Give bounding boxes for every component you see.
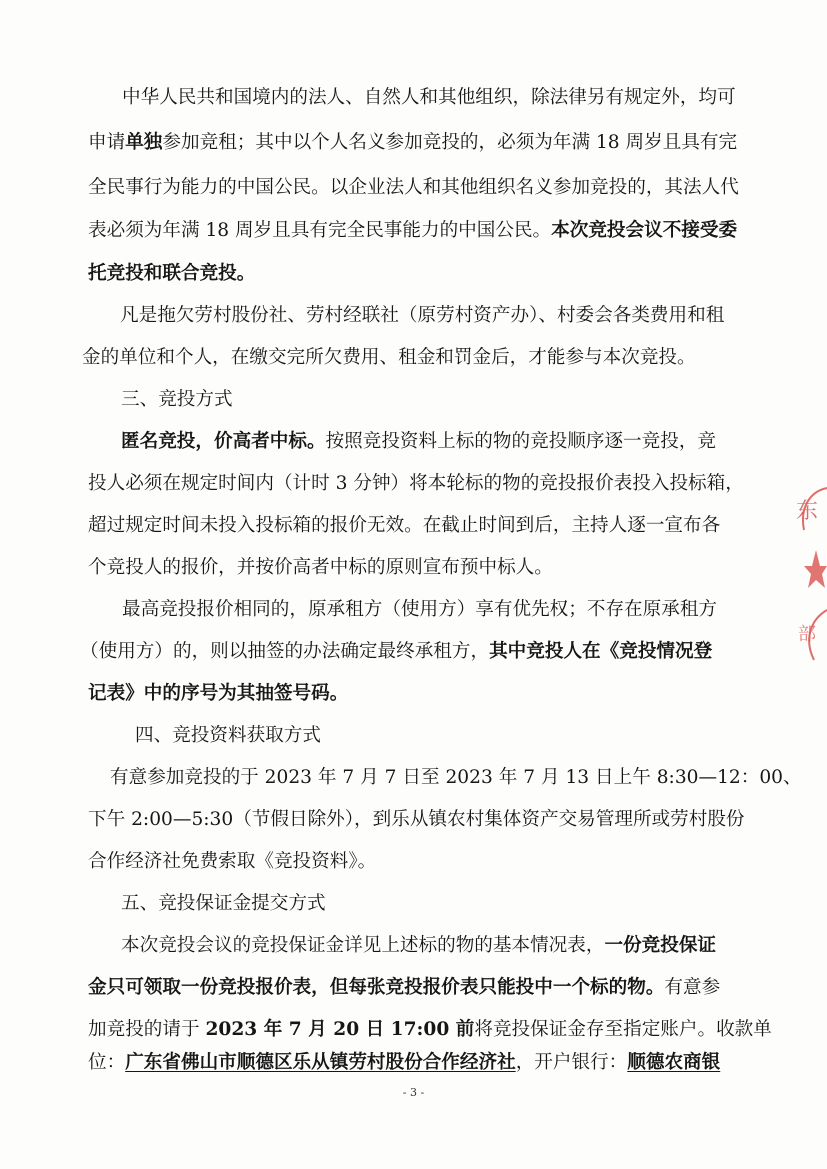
p3-line-3 [88, 514, 720, 538]
bold-text: 单独 [125, 132, 163, 153]
text: 金的单位和个人，在缴交完所欠费用、租金和罚金后，才能参与本次竞投。 [82, 347, 696, 368]
text: 超过规定时间未投入投标箱的报价无效。在截止时间到后，主持人逐一宣布各 [88, 515, 721, 536]
text: 下午 2:00—5:30（节假日除外），到乐从镇农村集体资产交易管理所或劳村股份 [88, 809, 745, 830]
bold-text: 其中竞投人在《竞投情况登 [489, 641, 713, 662]
p6-line-3 [88, 1018, 772, 1042]
text: 有意参 [664, 977, 721, 998]
text: 有意参加竞投的于 2023 年 7 月 7 日至 2023 年 7 月 13 日上午 8:30—12：00、 [110, 767, 802, 788]
p1-line-2 [88, 131, 737, 155]
text: 个竞投人的报价，并按价高者中标的原则宣布预中标人。 [88, 557, 553, 578]
red-seal-stamp [786, 470, 827, 670]
bold-text: 本次竞投会议不接受委 [551, 220, 738, 241]
bold-text: 一份竞投保证 [604, 935, 717, 956]
heading-text: 四、竞投资料获取方式 [135, 725, 321, 746]
seal-star-icon [804, 550, 827, 588]
p4-line-3 [88, 682, 348, 706]
p1-line-4 [88, 219, 737, 243]
text: 表必须为年满 18 周岁且具有完全民事能力的中国公民。 [88, 220, 552, 241]
text: 位： [88, 1052, 126, 1073]
seal-character-partial: 部 [798, 624, 816, 645]
bold-underlined-text: 广东省佛山市顺德区乐从镇劳村股份合作经济社 [125, 1052, 516, 1073]
text: 合作经济社免费索取《竞投资料》。 [88, 851, 377, 872]
p3-line-4 [88, 556, 553, 580]
bold-text: 记表》中的序号为其抽签号码。 [88, 683, 349, 704]
p5-line-2 [88, 808, 745, 832]
p3-line-2 [88, 472, 744, 496]
p6-line-1 [121, 934, 716, 958]
text: 投人必须在规定时间内（计时 3 分钟）将本轮标的物的竞投报价表投入投标箱， [88, 473, 744, 494]
heading-text: 三、竞投方式 [121, 389, 233, 410]
p5-line-3 [88, 850, 376, 874]
bold-underlined-text: 顺德农商银 [627, 1052, 721, 1073]
p1-line-3 [88, 176, 739, 200]
text: 按照竞投资料上标的物的竞投顺序逐一竞投，竞 [325, 431, 717, 452]
text: 申请 [88, 132, 126, 153]
p3-line-1 [121, 430, 716, 454]
text: 中华人民共和国境内的法人、自然人和其他组织，除法律另有规定外，均可 [122, 87, 736, 108]
bold-text: 2023 年 7 月 20 日 17:00 前 [205, 1019, 475, 1040]
section-heading-3 [121, 388, 233, 412]
p4-line-2 [80, 640, 712, 664]
text: 加竞投的请于 [88, 1019, 206, 1040]
p2-line-2 [82, 346, 696, 370]
bold-text: 匿名竞投，价高者中标。 [121, 431, 326, 452]
p6-line-2 [88, 976, 720, 1000]
bold-text: 托竞投和联合竞投。 [88, 263, 256, 284]
text: 凡是拖欠劳村股份社、劳村经联社（原劳村资产办）、村委会各类费用和租 [120, 305, 725, 326]
text: 将竞投保证金存至指定账户。收款单 [474, 1019, 772, 1040]
text: 参加竞租；其中以个人名义参加竞投的，必须为年满 18 周岁且具有完 [162, 132, 738, 153]
p1-line-1 [122, 86, 736, 110]
page-number: - 3 - [402, 1086, 425, 1099]
text: ，开户银行： [515, 1052, 628, 1073]
p2-line-1 [120, 304, 724, 328]
section-heading-5 [121, 892, 326, 916]
p5-line-1 [110, 766, 802, 790]
p4-line-1 [122, 598, 717, 622]
seal-character: 东 [796, 499, 819, 524]
p1-line-5 [88, 262, 255, 286]
heading-text: 五、竞投保证金提交方式 [121, 893, 326, 914]
text: 全民事行为能力的中国公民。以企业法人和其他组织名义参加竞投的，其法人代 [88, 177, 739, 198]
text: 最高竞投报价相同的，原承租方（使用方）享有优先权；不存在原承租方 [122, 599, 718, 620]
p6-line-4 [88, 1051, 720, 1075]
text: 本次竞投会议的竞投保证金详见上述标的物的基本情况表， [121, 935, 605, 956]
text: （使用方）的，则以抽签的办法确定最终承租方， [80, 641, 490, 662]
bold-text: 金只可领取一份竞投报价表，但每张竞投报价表只能投中一个标的物。 [88, 977, 665, 998]
section-heading-4 [135, 724, 321, 748]
